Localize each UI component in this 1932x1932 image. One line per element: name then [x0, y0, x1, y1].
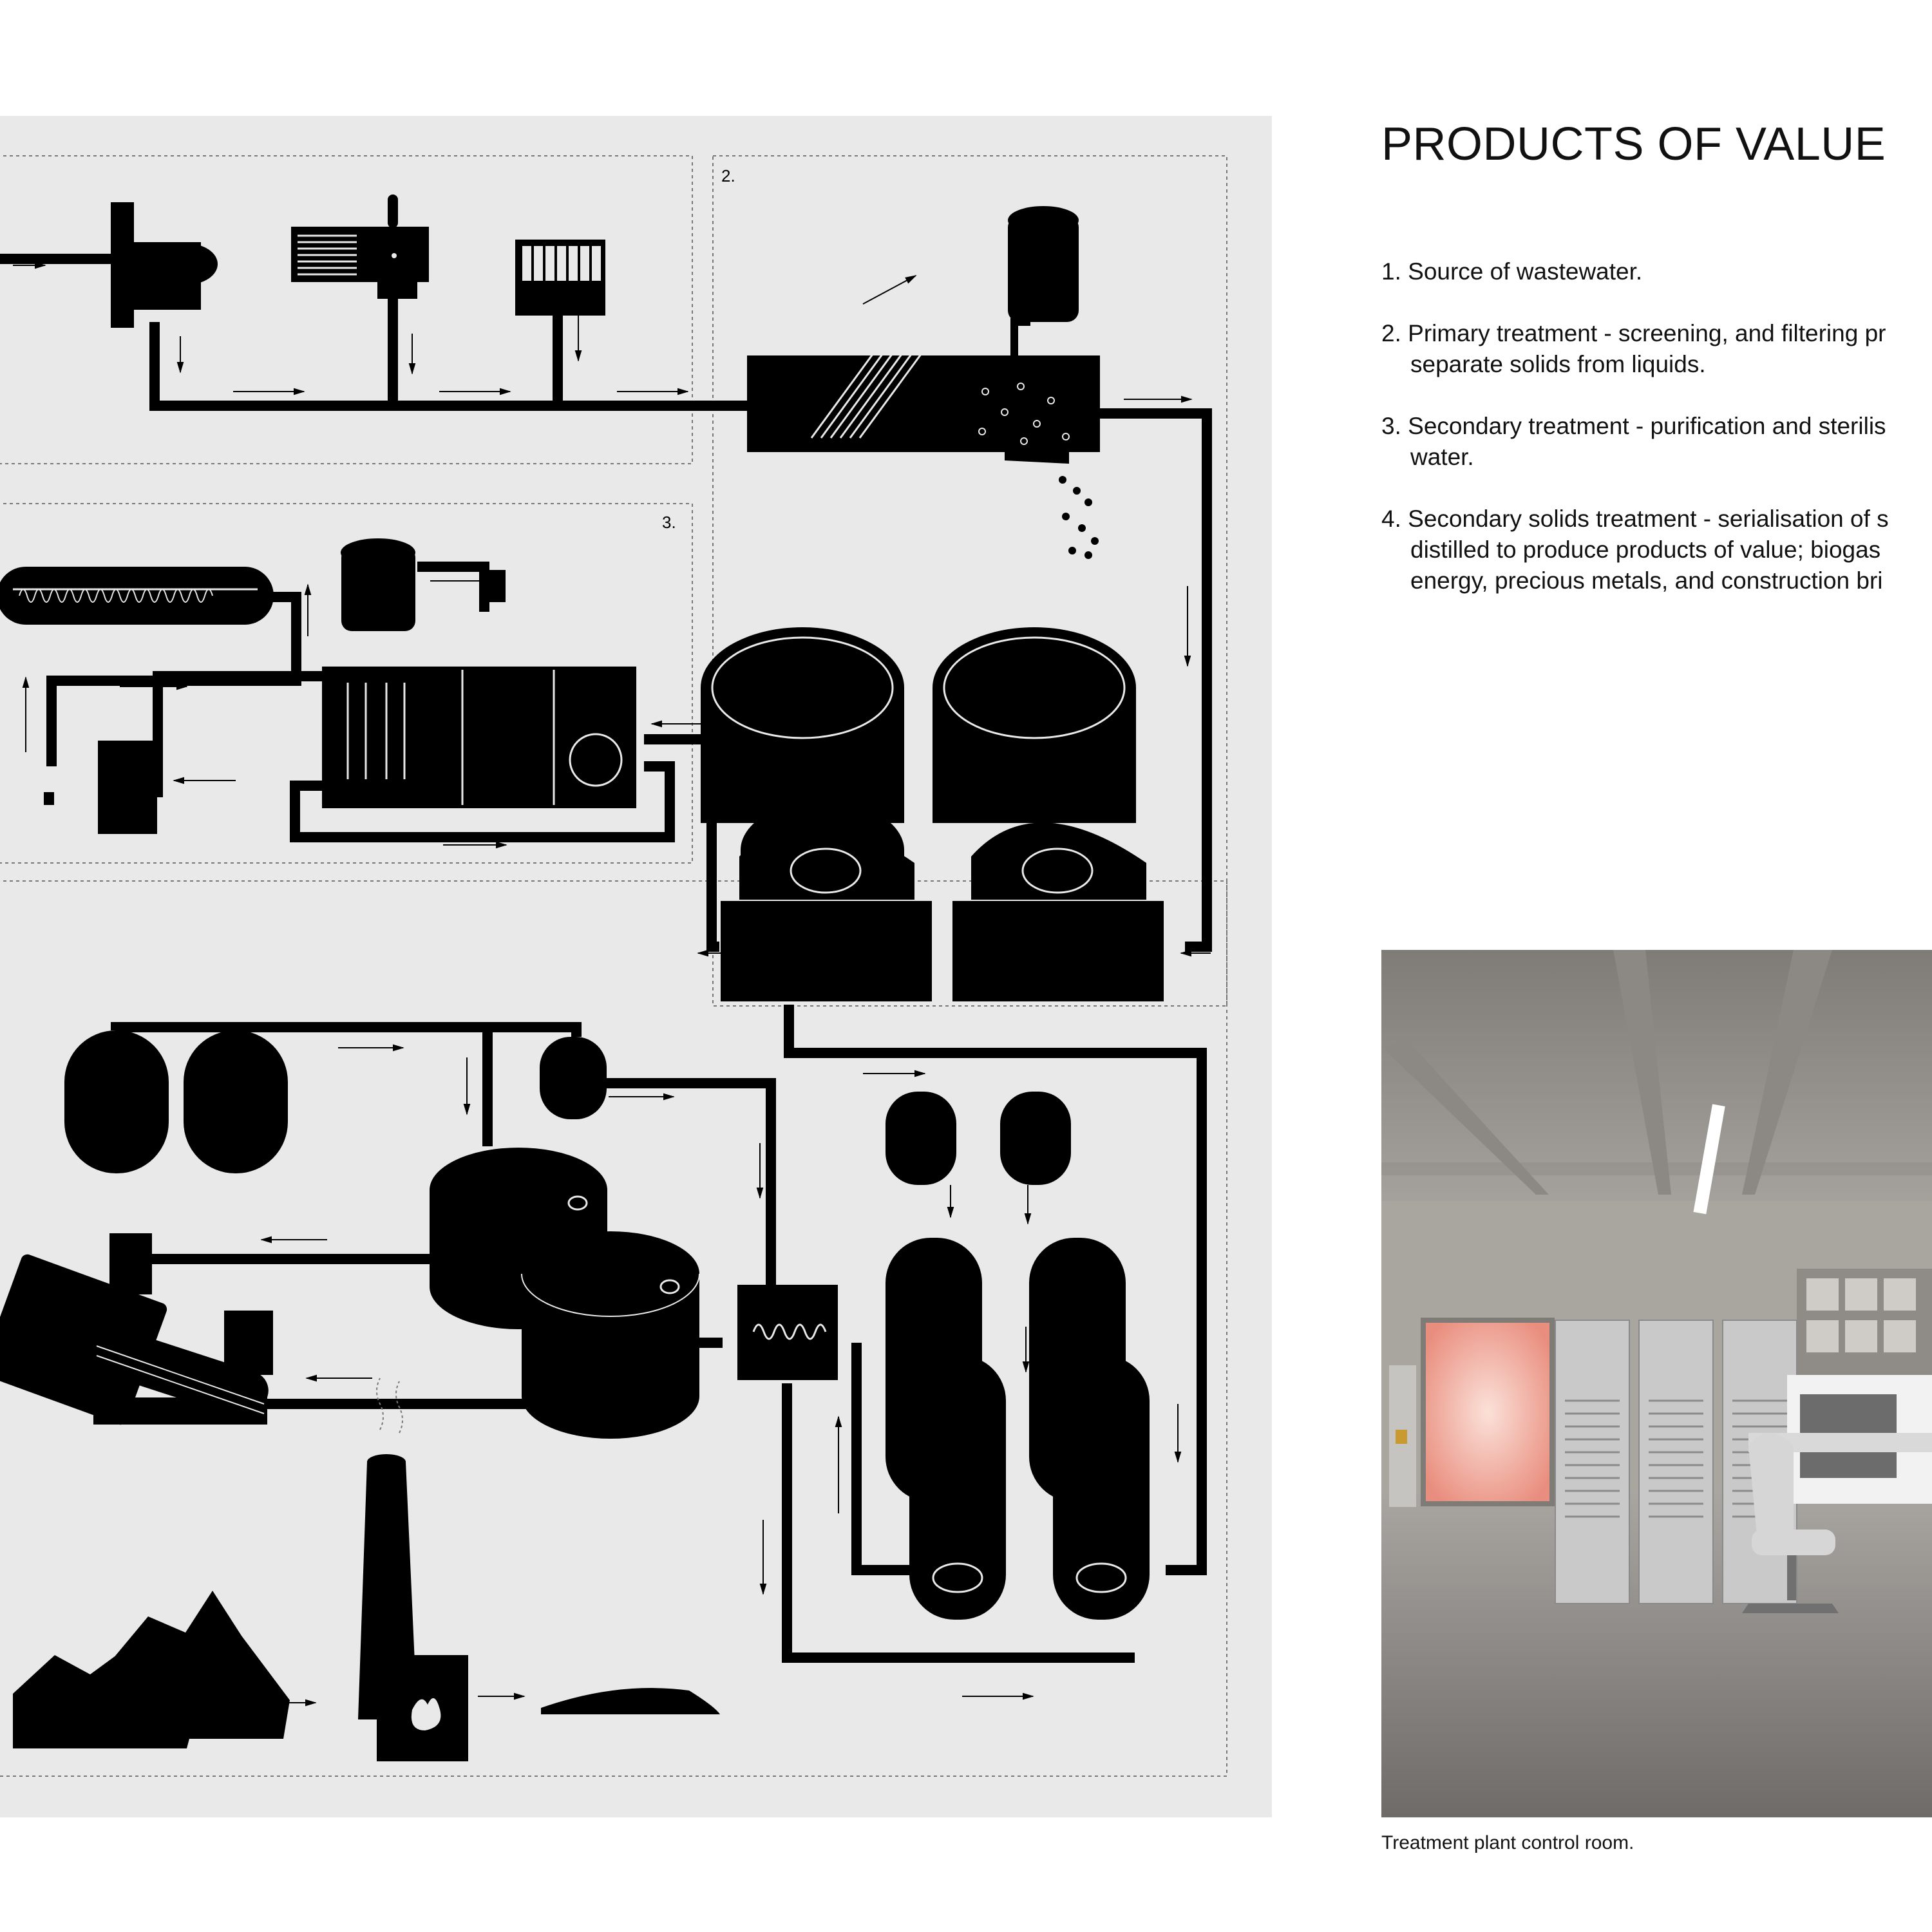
step-3-line-2: water. [1410, 444, 1474, 470]
step-2-line-2: separate solids from liquids. [1410, 351, 1706, 377]
step-3 [1381, 411, 1932, 473]
control-room-photo [1381, 950, 1932, 1817]
step-1 [1381, 256, 1932, 287]
step-4-line-2: distilled to produce products of value; biogas [1410, 536, 1881, 563]
glowing-window [1423, 1320, 1552, 1504]
photo-caption: Treatment plant control room. [1381, 1832, 1634, 1853]
step-2 [1381, 318, 1932, 380]
pump-box [98, 741, 157, 834]
step-4-line-3: energy, precious metals, and construction bri [1410, 567, 1883, 594]
radiator-fixture [515, 240, 605, 316]
step-2-line-1: 2. Primary treatment - screening, and filtering pr [1381, 320, 1886, 346]
section-label-2: 2. [721, 166, 735, 185]
heat-exchanger [737, 1285, 838, 1380]
process-diagram [0, 116, 1272, 1817]
section-label-3: 3. [662, 513, 676, 532]
dosing-pump [480, 570, 506, 602]
process-steps-list [1381, 256, 1932, 627]
step-4 [1381, 504, 1932, 596]
uv-tube [0, 567, 274, 625]
step-1-line-1: 1. Source of wastewater. [1381, 258, 1643, 285]
aeration-basin [322, 667, 636, 808]
step-3-line-1: 3. Secondary treatment - purification and sterilis [1381, 413, 1886, 439]
page-title: PRODUCTS OF VALUE [1381, 118, 1886, 170]
chemical-dosing-tank [341, 538, 415, 631]
step-4-line-1: 4. Secondary solids treatment - serialisation of s [1381, 506, 1889, 532]
